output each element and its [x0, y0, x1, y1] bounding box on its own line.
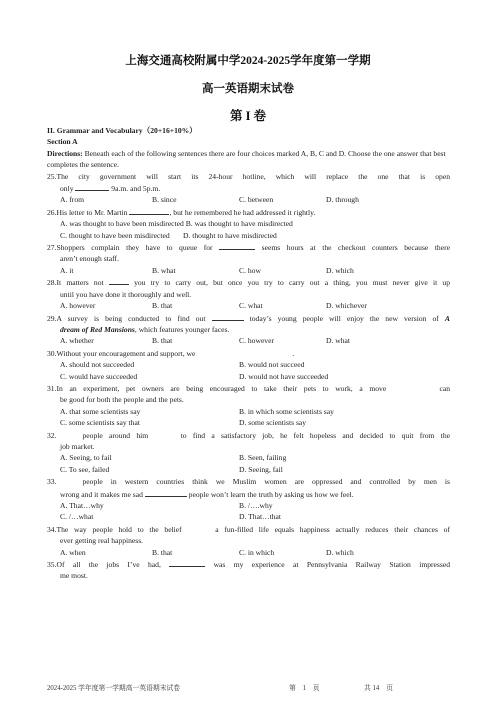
q-text: people won’t learn the truth by asking us how we feel.	[186, 489, 354, 499]
option-c[interactable]: C. would have succeeded	[60, 371, 138, 381]
option-a[interactable]: A. whether	[60, 336, 94, 346]
option-d[interactable]: D. which	[326, 547, 354, 557]
option-c[interactable]: C. in which	[239, 547, 275, 557]
option-b[interactable]: B. Seen, failing	[239, 453, 287, 463]
question-30	[47, 347, 450, 382]
q-num: 26.	[47, 207, 57, 217]
directions-label: Directions:	[47, 148, 83, 158]
directions	[47, 148, 450, 171]
question-34	[47, 523, 450, 558]
q-text: was my experience at Pennsylvania Railway Station	[205, 560, 420, 570]
q-text: The way people hold to the belief	[56, 524, 188, 534]
exam-title: 高一英语期末试卷	[202, 83, 294, 95]
option-d[interactable]: D. through	[326, 195, 359, 205]
option-c[interactable]: C. To see, failed	[60, 464, 110, 474]
exam-body	[47, 125, 450, 582]
option-d[interactable]: D. what	[326, 336, 351, 346]
option-b[interactable]: B. since	[152, 195, 177, 205]
q-text: can	[432, 383, 451, 393]
answer-blank	[57, 475, 83, 484]
q-text: be good for both the people and the pets.	[60, 395, 184, 405]
footer-page-number: 第 1 页	[289, 685, 320, 692]
q-text: , which features younger faces.	[134, 324, 230, 334]
answer-blank	[154, 429, 174, 438]
question-31	[47, 382, 450, 429]
q-text: people around him	[82, 430, 155, 440]
directions-text: Beneath each of the following sentences there are four choices marked A, B, C and D. Choose the one answer that best completes the sentence.	[47, 148, 446, 170]
q-text: aren’t enough staff.	[60, 254, 119, 264]
answer-blank	[197, 347, 295, 358]
option-c[interactable]: C. what	[239, 301, 263, 311]
option-c[interactable]: C. between	[239, 195, 274, 205]
part-title: 第 I 卷	[229, 109, 267, 123]
answer-blank	[75, 182, 109, 191]
question-33	[47, 475, 450, 523]
option-a[interactable]: A. was thought to have been misdirected	[60, 219, 184, 229]
question-26	[47, 206, 450, 241]
q-text: Without your encouragement and support, we	[56, 348, 198, 358]
option-b[interactable]: B. that	[152, 336, 173, 346]
option-d[interactable]: D. thought to have misdirected	[182, 230, 277, 240]
q-text: Shoppers complain they have to queue for	[56, 243, 220, 253]
option-c[interactable]: C. /…what	[60, 512, 94, 522]
q-text: only	[60, 184, 76, 194]
option-a[interactable]: A. Seeing, to fail	[60, 453, 112, 463]
q-num: 31.	[47, 383, 57, 393]
option-b[interactable]: B. that	[152, 547, 173, 557]
option-a[interactable]: A. when	[60, 547, 86, 557]
option-a[interactable]: A. should not succeeded	[60, 360, 135, 370]
q-text: job market.	[60, 441, 95, 451]
q-text: ever getting real happiness.	[60, 536, 144, 546]
section-heading: II. Grammar and Vocabulary（20+16+10%）	[47, 126, 197, 135]
question-32	[47, 429, 450, 476]
option-b[interactable]: B. would not succeed	[239, 360, 305, 370]
q-num: 25.	[47, 171, 57, 181]
q-num: 32.	[47, 430, 57, 440]
option-b[interactable]: B. what	[152, 265, 176, 275]
q-num: 27.	[47, 243, 57, 253]
q-text: people in western countries think we Muslim women are oppressed and controlled by men is	[82, 477, 450, 487]
option-c[interactable]: C. how	[239, 265, 261, 275]
option-b[interactable]: B. /….why	[239, 501, 273, 510]
q-text: wrong and it makes me sad	[60, 489, 145, 499]
q-text: 9a.m. and 5p.m.	[109, 184, 161, 194]
option-a[interactable]: A. it	[60, 265, 74, 275]
footer-total-pages: 共 14 页	[364, 685, 393, 692]
option-d[interactable]: D. That…that	[239, 512, 282, 522]
option-c[interactable]: C. however	[239, 336, 275, 346]
q-text: to find a satisfactory job, he felt hopeless and decided to quit from the	[174, 430, 450, 440]
q-text: In an experiment, pet owners are being encouraged to take their pets to work, a move	[56, 383, 393, 393]
answer-blank	[393, 382, 433, 391]
q-text: today’s young people will enjoy the new version of	[243, 313, 445, 323]
option-b[interactable]: B. in which some scientists say	[239, 406, 334, 416]
q-text: The city government will start its 24-hour hotline, which will replace the one that is open	[56, 171, 450, 181]
answer-blank	[129, 206, 169, 215]
option-a[interactable]: A. from	[60, 195, 85, 205]
school-title: 上海交通高校附属中学2024-2025学年度第一学期	[125, 55, 371, 67]
answer-blank	[57, 429, 83, 438]
q-text: , but he remembered he had addressed it rightly.	[169, 207, 316, 217]
answer-blank	[169, 558, 205, 567]
option-b[interactable]: B. was thought to have misdirected	[185, 219, 293, 229]
option-a[interactable]: A. that some scientists say	[60, 406, 141, 416]
q-num: 30.	[47, 348, 57, 358]
question-35	[47, 558, 450, 582]
answer-blank	[212, 312, 244, 321]
question-28	[47, 276, 450, 311]
q-num: 35.	[47, 560, 57, 570]
answer-blank	[187, 523, 209, 532]
q-text: A survey is being conducted to find out	[56, 313, 212, 323]
option-a[interactable]: A. That…why	[60, 501, 104, 510]
q-text: seems hours at the checkout counters because there	[255, 243, 450, 253]
q-num: 28.	[47, 278, 57, 288]
q-num: 33.	[47, 477, 57, 487]
footer-exam-name: 2024-2025 学年度第一学期高一英语期末试卷	[47, 685, 181, 692]
question-27	[47, 241, 450, 276]
option-b[interactable]: B. that	[152, 301, 173, 311]
q-text: a fun-filled life equals happiness actually reduces their chances of	[209, 524, 450, 534]
q-num: 34.	[47, 524, 57, 534]
q-num: 29.	[47, 313, 57, 323]
option-a[interactable]: A. however	[60, 301, 96, 311]
question-29	[47, 312, 450, 347]
q-text: you try to carry out, but once you try to carry out a thing, you must never give it up	[128, 278, 451, 288]
option-c[interactable]: C. thought to have been misdirected	[60, 230, 170, 240]
option-d[interactable]: D. would not have succeeded	[239, 371, 329, 381]
answer-blank	[219, 241, 255, 250]
q-text: It matters not	[56, 278, 109, 288]
q-text: until you have done it thoroughly and well.	[60, 289, 192, 299]
q-text: His letter to Mr. Martin	[56, 207, 130, 217]
q-text: Of all the jobs I’ve had,	[56, 560, 170, 570]
section-sub: Section A	[47, 137, 78, 147]
q-text: .	[292, 348, 295, 358]
q-text: me most.	[60, 571, 88, 581]
option-c[interactable]: C. some scientists say that	[60, 418, 140, 428]
q-text: A	[444, 313, 450, 323]
option-d[interactable]: D. Seeing, fail	[239, 464, 283, 474]
answer-blank	[145, 488, 187, 497]
option-d[interactable]: D. whichever	[326, 301, 367, 311]
question-25	[47, 171, 450, 206]
option-d[interactable]: D. some scientists say	[239, 418, 307, 428]
book-title: dream of Red Mansions	[60, 324, 135, 334]
q-text: impressed	[419, 560, 450, 570]
option-d[interactable]: D. which	[326, 265, 354, 275]
answer-blank	[109, 276, 129, 285]
